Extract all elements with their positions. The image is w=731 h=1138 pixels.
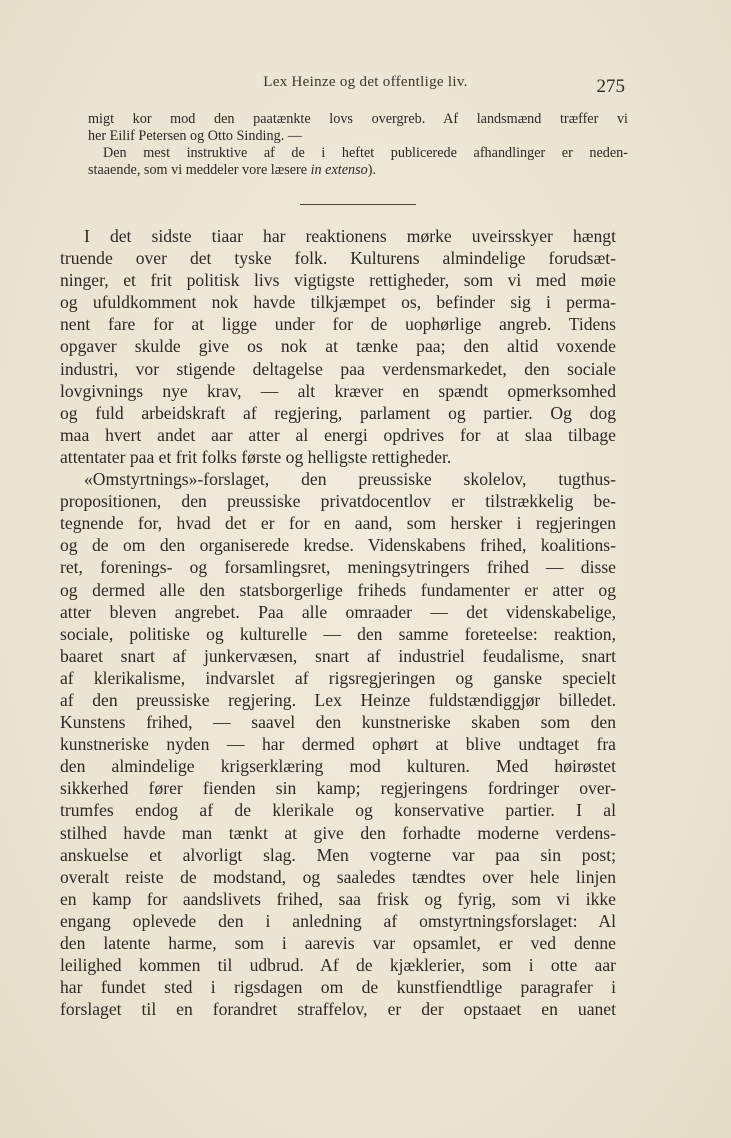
intro-line: Den mest instruktive af de i heftet publicerede afhandlinger er neden- — [103, 145, 628, 161]
intro-italic-phrase: in extenso — [310, 162, 368, 178]
body-line: nent fare for at ligge under for de uophørlige angreb. Tidens — [60, 314, 616, 335]
intro-line: migt kor mod den paatænkte lovs overgreb. Af landsmænd træffer vi — [88, 111, 628, 127]
body-line: kunstneriske nyden — har dermed ophørt at blive undtaget fra — [60, 734, 616, 755]
body-line: leilighed kommen til udbrud. Af de kjæklerier, som i otte aar — [60, 955, 616, 976]
body-line: lovgivnings nye krav, — alt kræver en spændt opmerksomhed — [60, 380, 616, 401]
body-line: stilhed havde man tænkt at give den forhadte moderne verdens- — [60, 822, 616, 843]
body-line: af den preussiske regjering. Lex Heinze fuldstændiggjør billedet. — [60, 689, 616, 710]
body-line: af klerikalisme, indvarslet af rigsregjeringen og ganske specielt — [60, 667, 616, 688]
body-line: anskuelse et alvorligt slag. Men vogterne var paa sin post; — [60, 844, 616, 865]
intro-last-line — [88, 162, 628, 179]
body-line: ret, forenings- og forsamlingsret, meningsytringers frihed — disse — [60, 557, 616, 578]
body-line: den latente harme, som i aarevis var opsamlet, er ved denne — [60, 933, 616, 953]
body-line: industri, vor stigende deltagelse paa verdensmarkedet, den sociale — [60, 358, 616, 379]
body-line: baaret snart af junkervæsen, snart af industriel feudalisme, snart — [60, 645, 616, 666]
body-line: truende over det tyske folk. Kulturens almindelige forudsæt- — [60, 248, 616, 269]
body-line: opgaver skulde give os nok at tænke paa; den altid voxende — [60, 336, 616, 357]
body-line: har fundet sted i rigsdagen om de kunstfiendtlige paragrafer i — [60, 977, 616, 998]
body-line: I det sidste tiaar har reaktionens mørke uveirsskyer hængt — [84, 226, 616, 246]
body-line: maa hvert andet aar atter al energi opdrives for at slaa tilbage — [60, 424, 616, 445]
body-line: og ufuldkomment nok havde tilkjæmpet os, befinder sig i perma- — [60, 292, 616, 313]
intro-last-line-end: ). — [367, 162, 376, 178]
body-line: propositionen, den preussiske privatdocentlov er tilstrækkelig be- — [60, 491, 616, 512]
body-line: forslaget til en forandret straffelov, er der opstaaet en uanet — [60, 999, 616, 1020]
body-line: og de om den organiserede kredse. Videnskabens frihed, koalitions- — [60, 535, 616, 556]
body-line: engang oplevede den i anledning af omstyrtningsforslaget: Al — [60, 910, 616, 931]
body-line: og fuld arbeidskraft af regjering, parlament og partier. Og dog — [60, 402, 616, 423]
body-line: sociale, politiske og kulturelle — den samme foreteelse: reaktion, — [60, 623, 616, 644]
intro-paragraph — [88, 111, 628, 179]
body-line: atter bleven angrebet. Paa alle omraader — det videnskabelige, — [60, 601, 616, 622]
page-number: 275 — [596, 76, 625, 97]
body-line: Kunstens frihed, — saavel den kunstneriske skaben som den — [60, 712, 616, 733]
body-line: «Omstyrtnings»-forslaget, den preussiske skolelov, tugthus- — [84, 469, 616, 490]
body-line: en kamp for aandslivets frihed, saa frisk og fyrig, som vi ikke — [60, 888, 616, 909]
body-line: sikkerhed fører fienden sin kamp; regjeringens fordringer over- — [60, 778, 616, 799]
body-line: attentater paa et frit folks første og helligste rettigheder. — [60, 446, 452, 467]
section-divider — [300, 204, 416, 205]
running-title: Lex Heinze og det offentlige liv. — [263, 74, 468, 90]
intro-last-line-text: staaende, som vi meddeler vore læsere — [88, 162, 308, 178]
body-line: tegnende for, hvad det er for en aand, som hersker i regjeringen — [60, 513, 616, 534]
intro-line: her Eilif Petersen og Otto Sinding. — — [88, 128, 302, 144]
body-line: ninger, et frit politisk livs vigtigste rettigheder, som vi med møie — [60, 270, 616, 291]
body-text — [60, 225, 616, 1020]
body-line: den almindelige krigserklæring mod kulturen. Med høirøstet — [60, 756, 616, 777]
body-line: overalt reiste de modstand, og saaledes tændtes over hele linjen — [60, 866, 616, 887]
body-line: trumfes endog af de klerikale og konservative partier. I al — [60, 800, 616, 821]
body-line: og dermed alle den statsborgerlige friheds fundamenter er atter og — [60, 579, 616, 600]
